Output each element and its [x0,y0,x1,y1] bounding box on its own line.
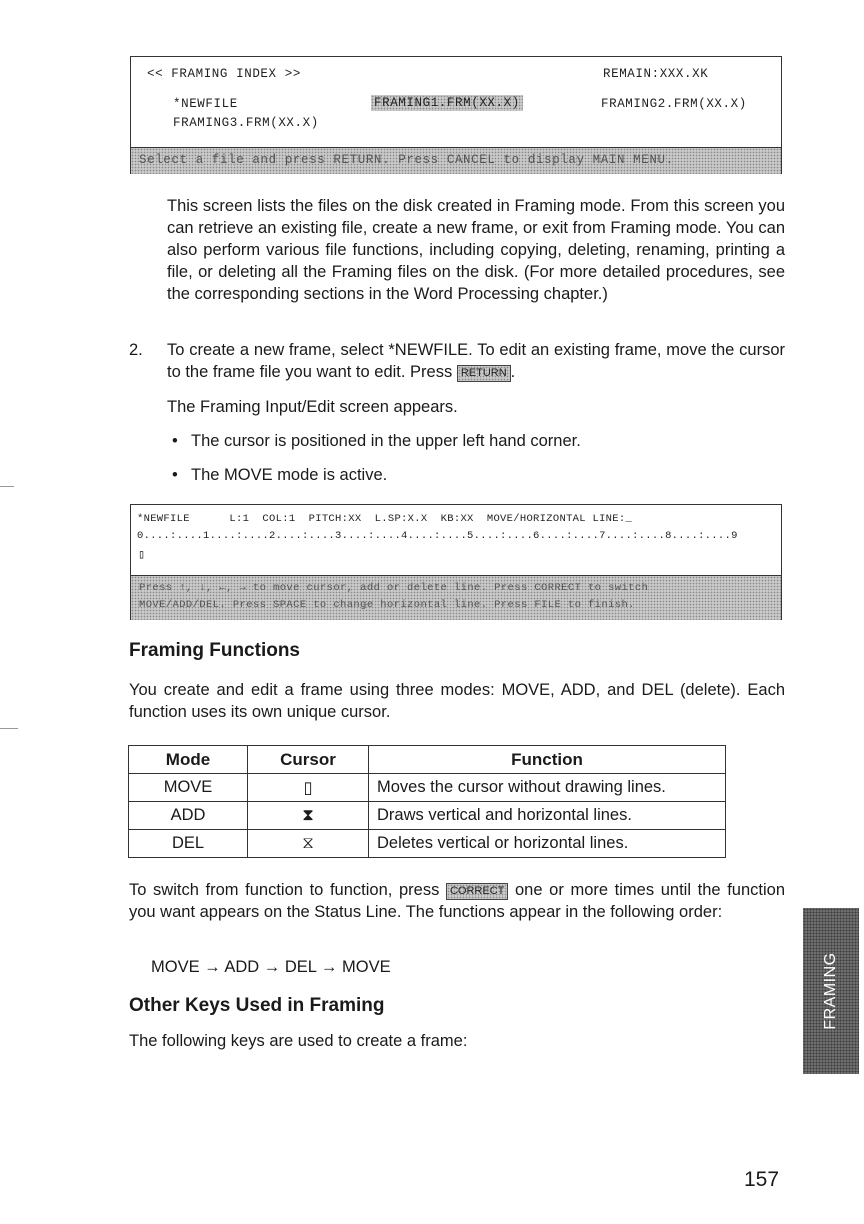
status-text: Select a file and press RETURN. Press CANCEL to display MAIN MENU. [139,153,674,167]
bullet-item: The MOVE mode is active. [191,466,388,484]
mode-sequence: MOVE → ADD → DEL → MOVE [151,958,391,976]
screen-title: << FRAMING INDEX >> [147,67,301,81]
switch-text-b: one or more times until the function you want appears on the Status Line. The functions appear in the following order: [129,881,785,921]
move-cursor: ▯ [138,548,146,562]
other-keys-paragraph: The following keys are used to create a frame: [129,1032,468,1050]
cursor-cell: ▯ [248,774,369,802]
header-function: Function [369,746,726,774]
correct-key: CORRECT [446,883,508,900]
bullet-item: The cursor is positioned in the upper left hand corner. [191,432,581,450]
function-cell: Deletes vertical or horizontal lines. [369,830,726,858]
table-row [129,774,726,802]
edit-status-line [131,575,781,620]
cursor-cell: ⧖ [248,830,369,858]
step2-text [167,339,785,383]
file-item-framing2[interactable]: FRAMING2.FRM(XX.X) [601,97,747,111]
column-ruler: 0....:....1....:....2....:....3....:....4....:....5....:....6....:....7....:....8....:....9 [137,530,738,542]
margin-mark [0,728,18,729]
page-number: 157 [744,1168,780,1191]
step2-text-b: . [510,363,516,381]
heading-framing-functions: Framing Functions [129,640,300,661]
mode-cell: MOVE [129,774,248,802]
remain-indicator: REMAIN:XXX.XK [603,67,709,81]
margin-mark [0,486,14,487]
status-line-1: Press ↑, ↓, ←, → to move cursor, add or delete line. Press CORRECT to switch [139,582,649,594]
bullet-dot: • [172,432,178,450]
mode-cell: DEL [129,830,248,858]
step2-text-a: To create a new frame, select *NEWFILE. To edit an existing frame, move the cursor to the frame file you want to edit. Press [167,341,785,381]
screen-appears-text: The Framing Input/Edit screen appears. [167,398,458,416]
mode-table [128,745,726,858]
edit-status-header: *NEWFILE L:1 COL:1 PITCH:XX L.SP:X.X KB:XX MOVE/HORIZONTAL LINE:_ [137,513,633,525]
status-line [131,147,781,174]
bullet-dot: • [172,466,178,484]
table-row [129,802,726,830]
step-number: 2. [129,341,143,359]
framing-edit-screen [130,504,782,620]
framing-paragraph: You create and edit a frame using three modes: MOVE, ADD, and DEL (delete). Each function uses its own unique cursor. [129,681,785,721]
switch-paragraph [129,879,785,923]
side-tab-label: FRAMING [822,952,839,1030]
function-cell: Draws vertical and horizontal lines. [369,802,726,830]
header-mode: Mode [129,746,248,774]
heading-other-keys: Other Keys Used in Framing [129,995,385,1016]
status-line-2: MOVE/ADD/DEL. Press SPACE to change horizontal line. Press FILE to finish. [139,599,635,611]
chapter-side-tab [803,908,859,1074]
mode-cell: ADD [129,802,248,830]
cursor-cell: ⧗ [248,802,369,830]
table-row [129,830,726,858]
intro-paragraph: This screen lists the files on the disk created in Framing mode. From this screen you can retrieve an existing file, create a new frame, or exit from Framing mode. You can also perform various file functions, including copying, deleting, renaming, printing a file, or deleting all the Framing files on the disk. (For more detailed procedures, see the corresponding sections in the Word Processing chapter.) [167,197,785,303]
switch-text-a: To switch from function to function, press [129,881,440,899]
file-item-framing1-selected[interactable]: FRAMING1.FRM(XX.X) [371,95,523,111]
function-cell: Moves the cursor without drawing lines. [369,774,726,802]
file-item-framing3[interactable]: FRAMING3.FRM(XX.X) [173,116,319,130]
return-key: RETURN [457,365,511,382]
file-item-newfile[interactable]: *NEWFILE [173,97,238,111]
header-cursor: Cursor [248,746,369,774]
framing-index-screen [130,56,782,174]
